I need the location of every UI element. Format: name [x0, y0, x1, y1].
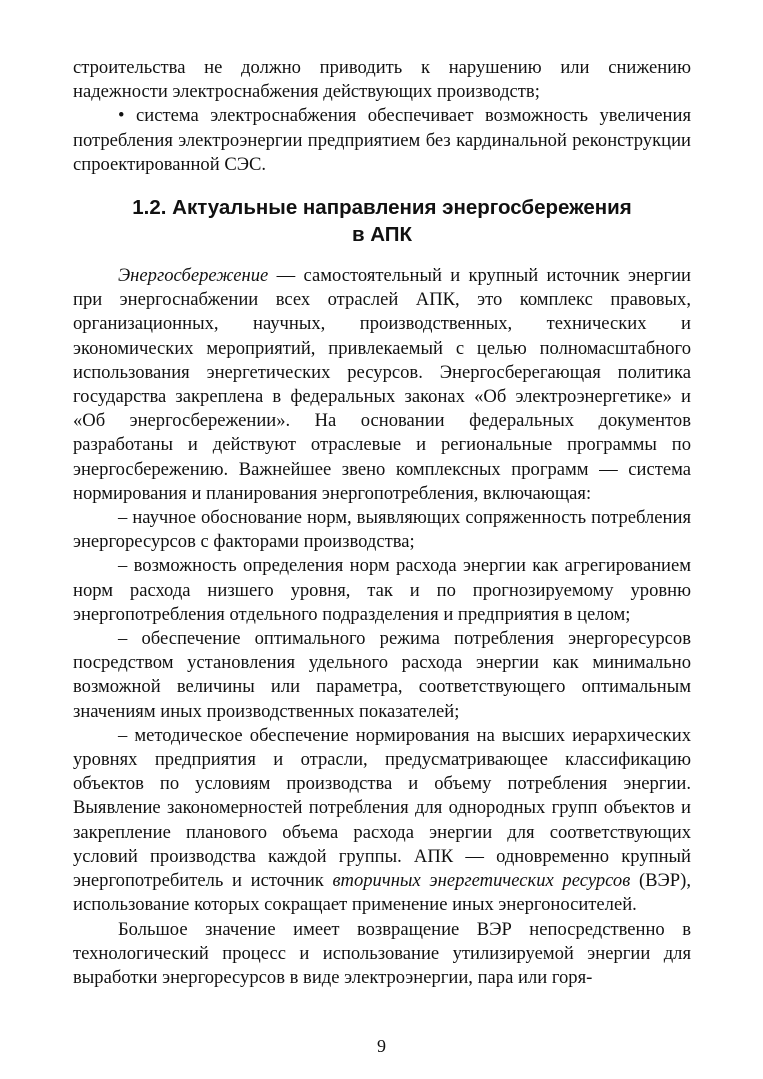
- list-item: – возможность определения норм расхода энергии как агрегированием норм расхода низшего уровня, так и по прогнозируемому уровню энергопотребления отдельного подразделения и предприятия в целом;: [73, 555, 691, 625]
- list-item-last: [73, 724, 691, 918]
- section-heading: [73, 194, 691, 248]
- paragraph-continuation: строительства не должно приводить к нарушению или снижению надежности электроснабжения действующих производств;: [73, 57, 691, 103]
- intro-paragraph: [73, 264, 691, 506]
- document-page: [73, 56, 691, 990]
- heading-line-2: в АПК: [351, 223, 413, 247]
- heading-line-1: 1.2. Актуальные направления энергосбережения: [132, 196, 632, 220]
- closing-paragraph: Большое значение имеет возвращение ВЭР непосредственно в технологический процесс и использование утилизируемой энергии для выработки энергоресурсов в виде электроэнергии, пара или горя-: [73, 918, 691, 988]
- intro-term: Энергосбережение: [118, 265, 269, 287]
- last-item-text-before: – методическое обеспечение нормирования на высших иерархических уровнях предприятия и отрасли, предусматривающее классификацию объектов по условиям производства и объему потребления энергии. Выявление закономерностей потребления для однородных групп объектов и закрепление планового объема расхода энергии для соответствующих условий производства каждой группы. АПК — одновременно крупный энергопотребитель и источник: [73, 724, 691, 892]
- intro-text: — самостоятельный и крупный источник энергии при энергоснабжении всех отраслей АПК, это комплекс правовых, организационных, научных, производственных, технических и экономических мероприятий, привлекаемый с целью полномасштабного использования энергетических ресурсов. Энергосберегающая политика государства закреплена в федеральных законах «Об электроэнергетике» и «Об энергосбережении». На основании федеральных документов разработаны и действуют отраслевые и региональные программы по энергосбережению. Важнейшее звено комплексных программ — система нормирования и планирования энергопотребления, включающая:: [73, 265, 691, 504]
- bullet-item: • система электроснабжения обеспечивает возможность увеличения потребления электроэнергии предприятием без кардинальной реконструкции спроектированной СЭС.: [73, 105, 691, 175]
- last-item-text-after: (ВЭР), использование которых сокращает применение иных энергоносителей.: [73, 870, 691, 916]
- page-number: 9: [377, 1036, 386, 1056]
- list-item: – обеспечение оптимального режима потребления энергоресурсов посредством установления удельного расхода энергии как минимально возможной величины или параметра, соответствующего оптимальным значениям иных производственных показателей;: [73, 628, 691, 722]
- last-item-term: вторичных энергетических ресурсов: [332, 870, 631, 892]
- list-item: – научное обоснование норм, выявляющих сопряженность потребления энергоресурсов с факторами производства;: [73, 507, 691, 553]
